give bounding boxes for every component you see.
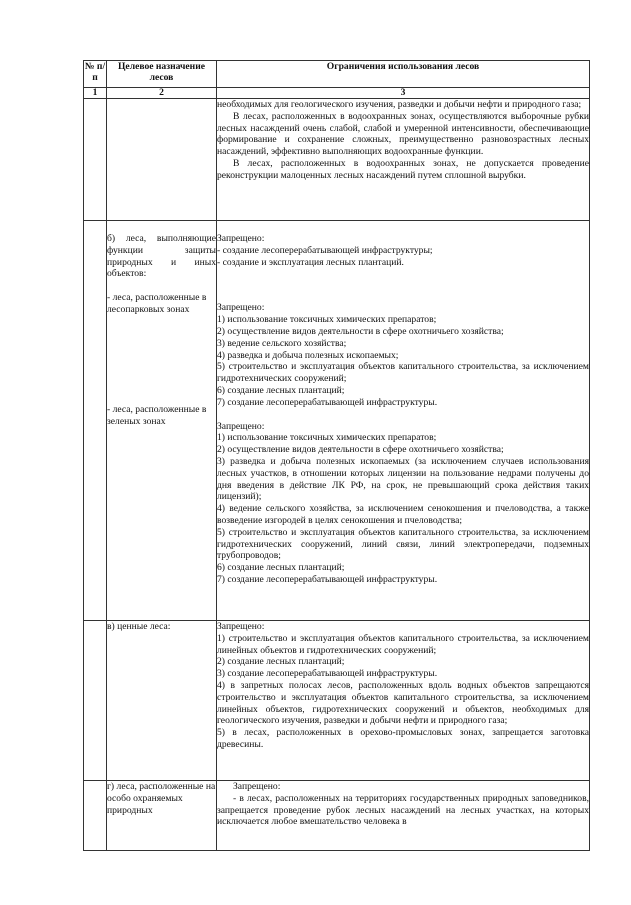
table-row-continuation (84, 99, 590, 221)
list-item: 2) создание лесных плантаций; (217, 656, 345, 668)
prohibited-title: Запрещено: (217, 233, 265, 244)
header-number: № п/п (84, 61, 107, 88)
table-header-row (84, 61, 590, 88)
cell-restrictions (217, 781, 590, 851)
list-item: 1) строительство и эксплуатация объектов капитального строительства, за исключением линейных объектов и гидротехнических сооружений; (217, 632, 589, 656)
column-number-3: 3 (217, 88, 590, 99)
column-number-1: 1 (84, 88, 107, 99)
purpose-label-forest-park: - леса, расположенные в лесопарковых зонах (107, 292, 207, 315)
list-item: 4) в запретных полосах лесов, расположенных вдоль водных объектов запрещаются строительство и эксплуатация объектов капитального строительства, за исключением линейных объектов, гидротехнических сооружений и объектов, необходимых для геологического изучения, разведки и добычи нефти и природного газа; (217, 679, 589, 727)
cell-purpose (107, 99, 217, 221)
list-item: 4) разведка и добыча полезных ископаемых; (217, 349, 399, 361)
purpose-label-protective: б) леса, выполняющие функции защиты природных и иных объектов: (107, 233, 216, 280)
restriction-paragraph: необходимых для геологического изучения, разведки и добычи нефти и природного газа; (217, 99, 582, 110)
list-item: 5) в лесах, расположенных в орехово-промысловых зонах, запрещается заготовка древесины. (217, 727, 589, 750)
cell-purpose (107, 781, 217, 851)
cell-restrictions (217, 221, 590, 621)
cell-restrictions (217, 621, 590, 781)
list-item: 2) осуществление видов деятельности в сфере охотничьего хозяйства; (217, 444, 504, 456)
cell-purpose (107, 221, 217, 621)
list-item: - создание и эксплуатация лесных плантаций. (217, 256, 404, 268)
cell-purpose (107, 621, 217, 781)
list-item: 3) ведение сельского хозяйства; (217, 337, 347, 349)
list-item: 7) создание лесоперерабатывающей инфраструктуры. (217, 396, 438, 408)
prohibited-title: Запрещено: (233, 781, 281, 792)
list-item: 4) ведение сельского хозяйства, за исключением сенокошения и пчеловодства, а также возведение изгородей в целях сенокошения и пчеловодства; (217, 503, 589, 526)
table-row-protected-areas (84, 781, 590, 851)
list-item: 3) создание лесоперерабатывающей инфраструктуры. (217, 668, 438, 680)
list-item: - создание лесоперерабатывающей инфраструктуры; (217, 244, 433, 256)
header-purpose: Целевое назначение лесов (107, 61, 217, 88)
list-item: 1) использование токсичных химических препаратов; (217, 432, 437, 444)
list-item: 5) строительство и эксплуатация объектов капитального строительства, за исключением гидротехнических сооружений, линий связи, линий электропередачи, подземных трубопроводов; (217, 526, 589, 562)
list-item: 6) создание лесных плантаций; (217, 384, 345, 396)
prohibited-title: Запрещено: (217, 302, 265, 314)
column-number-row (84, 88, 590, 99)
purpose-label-protected-areas: г) леса, расположенные на особо охраняемых природных (107, 781, 216, 816)
restriction-paragraph: - в лесах, расположенных на территориях государственных природных заповедников, запрещается проведение рубок лесных насаждений на лесных участках, на которых исключается любое вмешательство человека в (217, 792, 589, 828)
list-item: 3) разведка и добыча полезных ископаемых (за исключением случаев использования лесных участков, в отношении которых лицензии на пользование недрами получены до дня введения в действие ЛК РФ, на срок, не превышающий срока действия таких лицензий); (217, 455, 589, 503)
purpose-label-green-zone: - леса, расположенные в зеленых зонах (107, 403, 207, 427)
prohibited-title: Запрещено: (217, 420, 265, 432)
column-number-2: 2 (107, 88, 217, 99)
cell-number (84, 221, 107, 621)
forest-restrictions-table (83, 60, 590, 851)
table-row-valuable-forests (84, 621, 590, 781)
cell-restrictions (217, 99, 590, 221)
cell-number (84, 781, 107, 851)
list-item: 6) создание лесных плантаций; (217, 562, 345, 574)
list-item: 5) строительство и эксплуатация объектов капитального строительства, за исключением гидротехнических сооружений; (217, 361, 589, 385)
cell-number (84, 99, 107, 221)
restriction-paragraph: В лесах, расположенных в водоохранных зонах, осуществляются выборочные рубки лесных насаждений очень слабой, слабой и умеренной интенсивности, обеспечивающие формирование и сохранение сложных, преимущественно разновозрастных лесных насаждений, эффективно выполняющих водоохранные функции. (217, 110, 589, 158)
purpose-label-valuable: в) ценные леса: (107, 621, 171, 632)
table-row-protective-forests (84, 221, 590, 621)
cell-number (84, 621, 107, 781)
header-restrictions: Ограничения использования лесов (217, 61, 590, 88)
list-item: 7) создание лесоперерабатывающей инфраструктуры. (217, 573, 438, 585)
list-item: 1) использование токсичных химических препаратов; (217, 314, 437, 326)
restriction-paragraph: В лесах, расположенных в водоохранных зонах, не допускается проведение реконструкции малоценных лесных насаждений путем сплошной вырубки. (217, 157, 589, 181)
prohibited-title: Запрещено: (217, 621, 265, 632)
list-item: 2) осуществление видов деятельности в сфере охотничьего хозяйства; (217, 325, 504, 337)
